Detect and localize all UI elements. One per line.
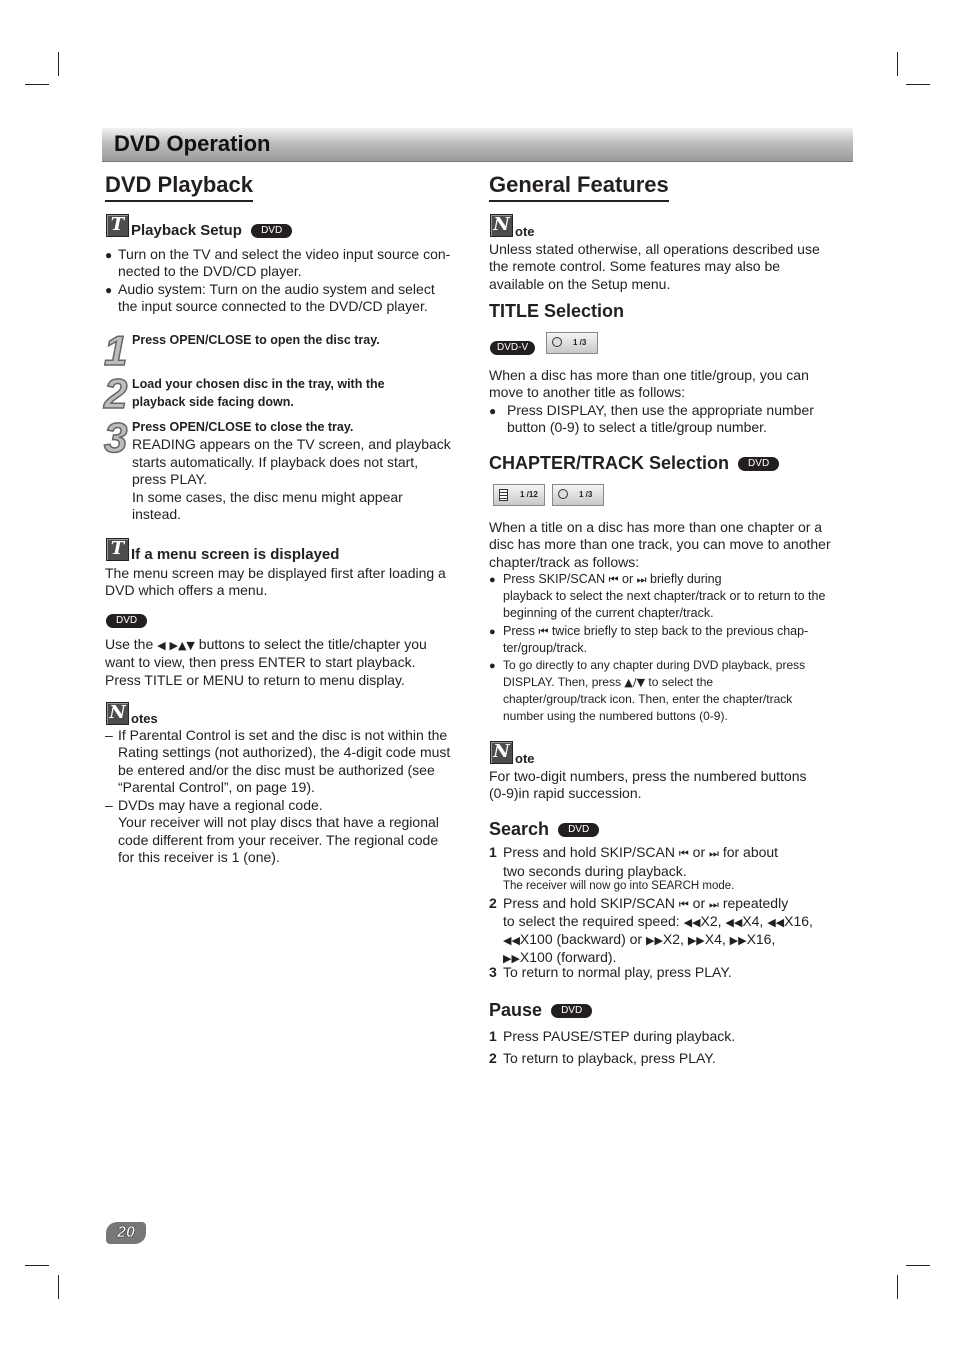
bullet-icon: ● <box>105 283 113 297</box>
skip-forward-icon: ⏭ <box>709 898 719 911</box>
text-span: X100 (forward). <box>519 949 617 965</box>
text-line: Load your chosen disc in the tray, with the <box>132 377 385 391</box>
text-span: to select the <box>648 675 714 689</box>
text-line: To go directly to any chapter during DVD playback, press <box>503 658 806 672</box>
section-banner <box>102 128 853 161</box>
search-step-2 <box>503 895 813 967</box>
crop-mark <box>25 84 49 85</box>
text-line: number using the numbered buttons (0-9). <box>503 709 728 723</box>
rewind-icon: ◀◀ <box>683 916 701 929</box>
fast-forward-icon: ▶▶ <box>729 934 747 947</box>
text-span: Press and hold SKIP/SCAN <box>503 895 675 911</box>
note-item-1 <box>118 727 450 796</box>
step-number-1: 1 <box>104 327 128 374</box>
text-line: starts automatically. If playback does not start, <box>132 453 419 470</box>
crop-mark <box>25 1265 49 1266</box>
bullet-icon: ● <box>489 660 496 672</box>
note-item-2 <box>118 797 439 866</box>
text-line: When a disc has more than one title/group, you can <box>489 367 809 383</box>
bullet-icon: ● <box>489 574 496 586</box>
text-line: Press OPEN/CLOSE to close the tray. <box>132 420 354 434</box>
text-line: playback to select the next chapter/track or to return to the <box>503 589 826 603</box>
crop-mark <box>58 1275 59 1299</box>
arrow-up-down-icon: ▲/▼ <box>624 676 646 689</box>
step-1-text <box>132 332 380 349</box>
text-span: for about <box>722 844 779 860</box>
note-title: ote <box>515 751 535 766</box>
text-span: buttons to select the title/chapter you <box>198 636 427 652</box>
dvd-badge: DVD <box>738 457 779 471</box>
text-line <box>503 931 813 949</box>
text-line: DVDs may have a regional code. <box>118 797 323 813</box>
chapter-bullet-2 <box>503 623 808 657</box>
text-line: two seconds during playback. <box>503 862 687 879</box>
text-line: the input source connected to the DVD/CD player. <box>118 298 428 315</box>
dvd-badge: DVD <box>106 614 147 628</box>
osd-value: 1 /3 <box>573 338 587 347</box>
text-span: X4, <box>742 913 764 929</box>
disc-icon <box>558 489 568 499</box>
crop-mark <box>897 52 898 76</box>
note-title: ote <box>515 224 535 239</box>
chapter-track-label: CHAPTER/TRACK Selection <box>489 453 730 473</box>
crop-mark <box>906 84 930 85</box>
text-line: ter/group/track. <box>503 641 588 655</box>
step-number: 3 <box>489 964 497 980</box>
text-line: When a title on a disc has more than one chapter or a <box>489 519 823 535</box>
skip-forward-icon: ⏭ <box>636 573 647 586</box>
step-number: 2 <box>489 895 497 911</box>
text-line: The menu screen may be displayed first after loading a <box>105 565 446 581</box>
pause-heading <box>489 999 592 1021</box>
chapter-bullet-3 <box>503 657 805 725</box>
note-icon: N <box>106 702 129 725</box>
text-span: to select the required speed: <box>503 913 680 929</box>
text-line: available on the Setup menu. <box>489 275 671 292</box>
rewind-icon: ◀◀ <box>767 916 785 929</box>
playback-setup-title <box>131 222 292 240</box>
pause-step-2: To return to playback, press PLAY. <box>503 1050 716 1066</box>
text-span: X100 (backward) or <box>519 931 643 947</box>
text-line <box>503 913 813 931</box>
text-line <box>503 571 825 588</box>
text-span: Use the <box>105 636 154 652</box>
crop-mark <box>58 52 59 76</box>
title-selection-heading: TITLE Selection <box>489 301 625 321</box>
pause-label: Pause <box>489 1000 543 1020</box>
text-span: X16, <box>746 931 776 947</box>
step-number: 1 <box>489 1028 497 1044</box>
text-line: Press DISPLAY, then use the appropriate number <box>507 402 814 418</box>
bullet-icon: ● <box>489 404 497 418</box>
note-icon: N <box>490 741 513 764</box>
text-line <box>503 895 813 913</box>
fast-forward-icon: ▶▶ <box>503 952 520 965</box>
text-line: Press TITLE or MENU to return to menu display. <box>105 671 405 688</box>
pause-step-1: Press PAUSE/STEP during playback. <box>503 1028 736 1044</box>
text-line: READING appears on the TV screen, and playback <box>132 436 451 452</box>
crop-mark <box>906 1265 930 1266</box>
osd-value: 1 /3 <box>579 490 593 499</box>
text-line <box>503 844 778 863</box>
dvd-v-badge: DVD-V <box>490 341 535 355</box>
chapter-bullet-1 <box>503 571 825 622</box>
search-label: Search <box>489 819 550 839</box>
banner-title: DVD Operation <box>114 131 271 156</box>
search-heading <box>489 818 599 840</box>
chapter-track-heading <box>489 452 779 474</box>
arrow-left-icon: ◀ <box>157 639 166 652</box>
text-line: move to another title as follows: <box>489 384 686 401</box>
menu-screen-title: If a menu screen is displayed <box>131 546 340 563</box>
text-line: Turn on the TV and select the video input source con- <box>118 246 451 262</box>
text-line: (0-9)in rapid succession. <box>489 785 642 802</box>
text-span: Press <box>503 624 535 638</box>
skip-back-icon: ⏮ <box>678 847 689 860</box>
text-line: button (0-9) to select a title/group number. <box>507 419 767 436</box>
chapter-osd-display <box>493 484 545 506</box>
text-line <box>503 674 805 691</box>
setup-bullet-1 <box>118 246 450 281</box>
skip-back-icon: ⏮ <box>538 625 549 638</box>
dvd-playback-heading: DVD Playback <box>105 172 253 202</box>
tip-icon: T <box>106 538 129 561</box>
text-span: Press SKIP/SCAN <box>503 572 606 586</box>
text-span: repeatedly <box>722 895 789 911</box>
text-span: Press and hold SKIP/SCAN <box>503 844 675 860</box>
tip-icon: T <box>106 214 129 237</box>
text-line: nected to the DVD/CD player. <box>118 263 302 280</box>
fast-forward-icon: ▶▶ <box>687 934 705 947</box>
text-line: for this receiver is 1 (one). <box>118 848 280 865</box>
dvd-badge: DVD <box>251 224 292 238</box>
text-span: X2, <box>700 913 722 929</box>
osd-value: 1 /12 <box>520 490 538 499</box>
text-line: chapter/track as follows: <box>489 553 640 570</box>
arrow-right-up-down-icon: ▶▲▼ <box>169 639 195 652</box>
text-span: or <box>692 844 706 860</box>
general-features-heading: General Features <box>489 172 669 202</box>
skip-forward-icon: ⏭ <box>709 847 719 860</box>
title-selection-bullet <box>507 402 814 437</box>
crop-mark <box>897 1275 898 1299</box>
dvd-badge: DVD <box>551 1004 592 1018</box>
dvd-badge: DVD <box>558 823 599 837</box>
playback-setup-label: Playback Setup <box>131 222 242 239</box>
fast-forward-icon: ▶▶ <box>645 934 663 947</box>
note-icon: N <box>490 214 513 237</box>
title-osd-display <box>546 332 598 354</box>
step-3-text <box>132 419 451 524</box>
text-line: code different from your receiver. The regional code <box>118 831 439 848</box>
search-step-1 <box>503 844 778 893</box>
text-line: instead. <box>132 506 182 522</box>
bullet-icon: ● <box>105 248 113 262</box>
chapter-track-text <box>489 519 831 571</box>
film-icon <box>499 489 508 501</box>
text-line: the remote control. Some features may also be <box>489 258 781 275</box>
text-span: X2, <box>662 931 684 947</box>
note-1-text <box>489 241 820 293</box>
note-2-text <box>489 768 807 803</box>
dash-icon: – <box>105 727 113 743</box>
text-span: X16, <box>784 913 813 929</box>
step-number: 2 <box>489 1050 497 1066</box>
text-line: disc has more than one track, you can move to another <box>489 536 831 553</box>
text-span: or <box>692 895 706 911</box>
text-span: twice briefly to step back to the previous chap- <box>551 624 809 638</box>
text-line: playback side facing down. <box>132 395 294 409</box>
text-line: If Parental Control is set and the disc is not within the <box>118 727 448 743</box>
notes-title: otes <box>131 711 158 726</box>
disc-icon <box>552 337 562 347</box>
setup-bullet-2 <box>118 281 435 316</box>
step-number-3: 3 <box>104 414 128 461</box>
text-line: DVD which offers a menu. <box>105 582 268 599</box>
text-span: briefly during <box>650 572 722 586</box>
text-span: or <box>622 572 634 586</box>
menu-screen-text <box>105 565 446 600</box>
text-line: beginning of the current chapter/track. <box>503 606 714 620</box>
dash-icon: – <box>105 797 113 813</box>
text-line: For two-digit numbers, press the numbered buttons <box>489 768 807 784</box>
text-line: Audio system: Turn on the audio system and select <box>118 281 435 297</box>
text-span: DISPLAY. Then, press <box>503 675 622 689</box>
text-line: Press OPEN/CLOSE to open the disc tray. <box>132 333 380 347</box>
text-span: X4, <box>704 931 726 947</box>
skip-back-icon: ⏮ <box>678 898 689 911</box>
text-line: Your receiver will not play discs that have a regional <box>118 814 439 831</box>
text-line <box>105 636 427 654</box>
text-line: The receiver will now go into SEARCH mode. <box>503 880 735 892</box>
skip-back-icon: ⏮ <box>608 573 619 586</box>
rewind-icon: ◀◀ <box>725 916 743 929</box>
text-line: Unless stated otherwise, all operations described use <box>489 241 820 257</box>
title-osd-display <box>552 484 604 506</box>
text-line: Rating settings (not authorized), the 4-digit code must <box>118 744 451 761</box>
bullet-icon: ● <box>489 626 496 638</box>
text-line: be entered and/or the disc must be authorized (see <box>118 761 435 778</box>
step-2-text <box>132 375 385 411</box>
text-line: press PLAY. <box>132 471 207 487</box>
menu-use-text <box>105 636 427 689</box>
text-line: chapter/group/track icon. Then, enter the chapter/track <box>503 692 793 706</box>
text-line: In some cases, the disc menu might appear <box>132 488 403 505</box>
step-number: 1 <box>489 844 497 860</box>
text-line: “Parental Control”, on page 19). <box>118 778 315 795</box>
page-number: 20 <box>106 1222 146 1244</box>
search-step-3: To return to normal play, press PLAY. <box>503 964 732 980</box>
text-line <box>503 623 808 640</box>
rewind-icon: ◀◀ <box>503 934 520 947</box>
step-number-2: 2 <box>104 370 128 417</box>
text-line: want to view, then press ENTER to start playback. <box>105 654 416 671</box>
title-selection-text <box>489 367 809 402</box>
